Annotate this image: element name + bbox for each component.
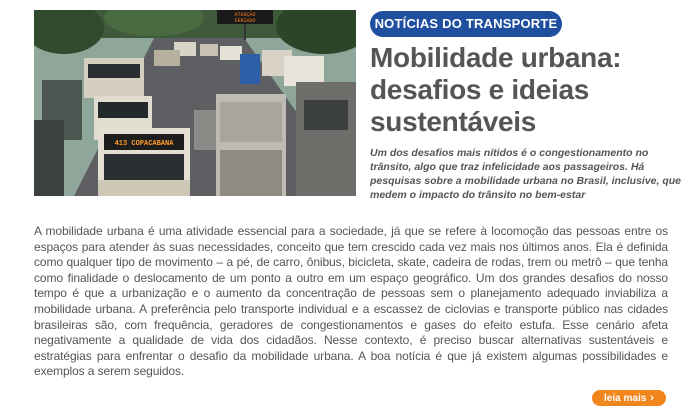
- photo-sign-line-1: ATENÇÃO: [234, 12, 256, 18]
- article-photo: [34, 10, 356, 196]
- article-title: Mobilidade urbana: desafios e ideias sustentáveis: [370, 42, 622, 137]
- article-body: A mobilidade urbana é uma atividade essencial para a sociedade, já que se refere à locomoção das pessoas entre os espaços para atender às suas necessidades, conceito que tem crescido cada vez mais nos últimos anos. Ela é definida como qualquer tipo de movimento – a pé, de carro, ônibus, bicicleta, skate, cadeira de rodas, trem ou metrô – que tenha como finalidade o deslocamento de um ponto a outro em um espaço geográfico. Um dos grandes desafios do nosso tempo é que a urbanização e o aumento da concentração de pessoas sem o planejamento adequado inviabiliza a mobilidade urbana. A preferência pelo transporte individual e a escassez de ciclovias e transporte público nas cidades brasileiras são, com frequência, geradores de congestionamentos e gases do efeito estufa. Esse cenário afeta negativamente a qualidade de vida dos cidadãos. Nesse contexto, é preciso buscar alternativas sustentáveis e estratégias para enfrentar o desafio da mobilidade urbana. A boa notícia é que já existem algumas possibilidades e exemplos a serem seguidos.: [34, 224, 668, 379]
- photo-bus-sign: 413 COPACABANA: [114, 140, 174, 148]
- read-more-label: leia mais: [604, 393, 647, 404]
- chevron-right-icon: ›: [650, 392, 654, 404]
- article-lead: Um dos desafios mais nítidos é o congestionamento no trânsito, algo que traz infelicidade aos passageiros. Há pesquisas sobre a mobilidade urbana no Brasil, inclusive, que medem o impacto do trânsito no bem-estar: [370, 147, 682, 201]
- read-more-button[interactable]: [592, 390, 666, 406]
- section-badge[interactable]: NOTÍCIAS DO TRANSPORTE: [370, 11, 562, 37]
- photo-sign-line-2: FERIADO: [234, 18, 256, 24]
